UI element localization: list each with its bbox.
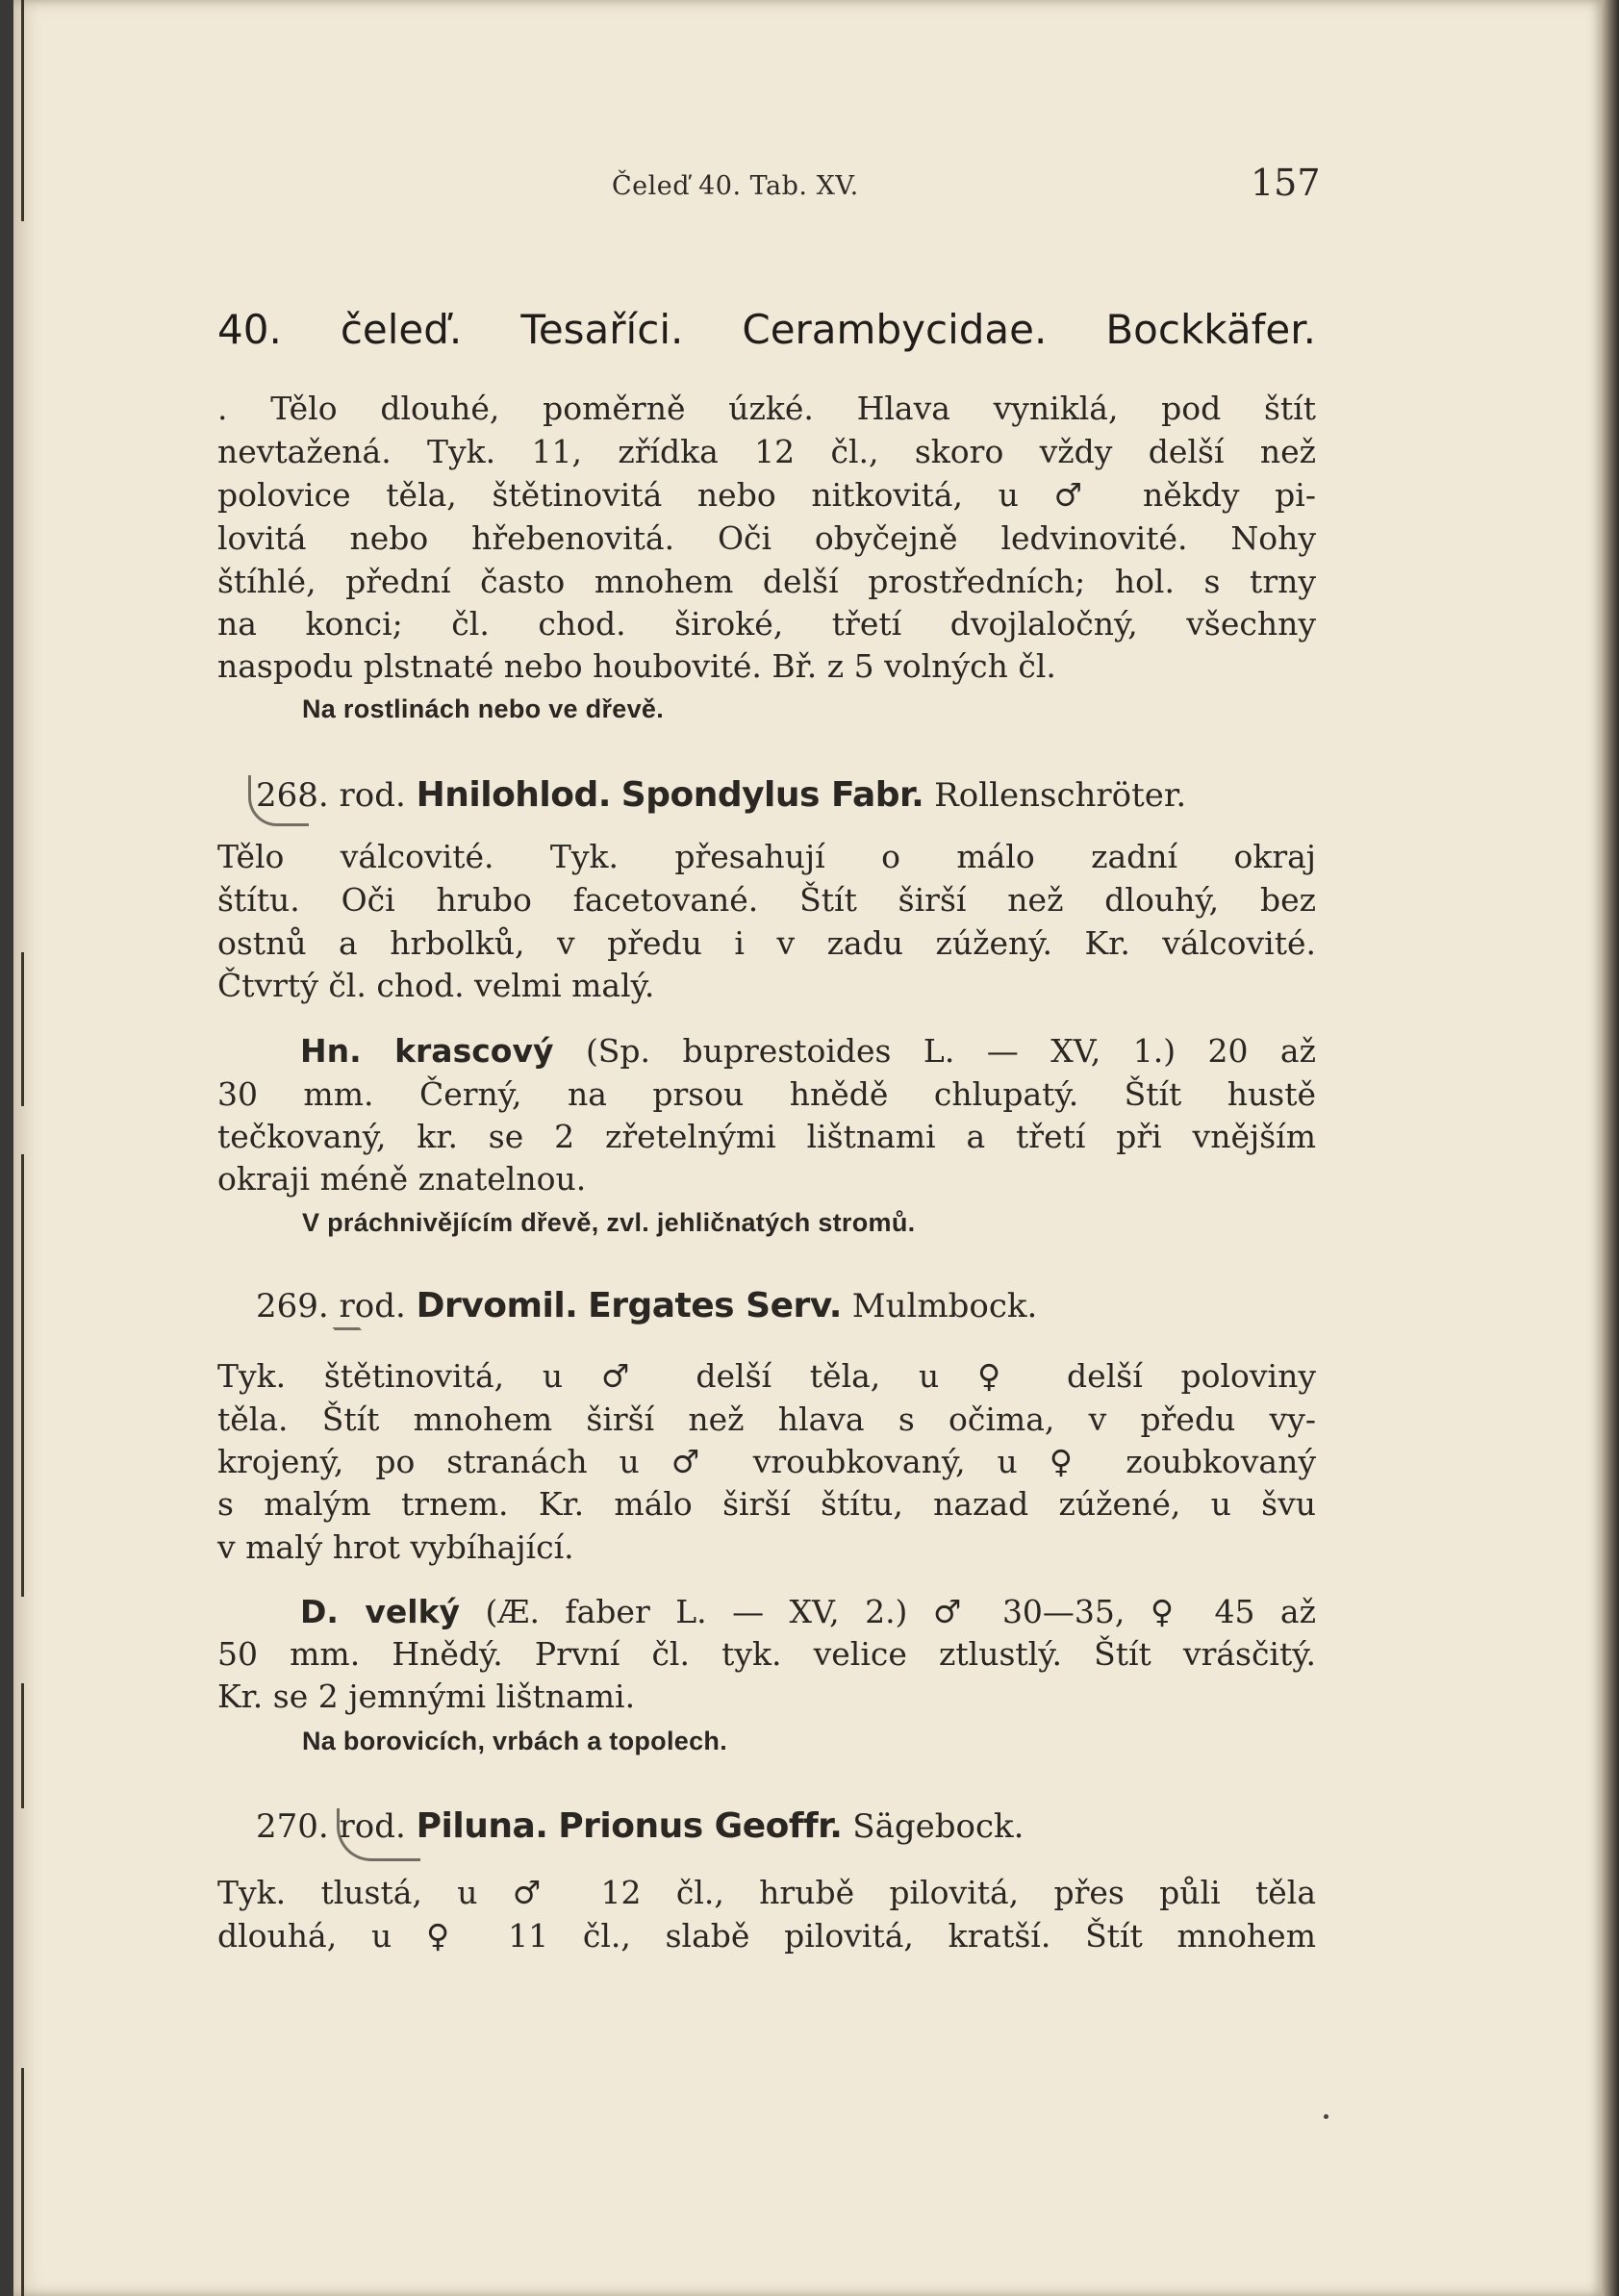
text-line: lovitá nebo hřebenovitá. Oči obyčejně ledvinovité. Nohy <box>217 519 1316 557</box>
species-name: Hn. krascový <box>300 1032 554 1070</box>
page-number: 157 <box>1251 162 1321 204</box>
binding-mark <box>21 1154 24 1597</box>
text-line: Tělo válcovité. Tyk. přesahují o málo zadní okraj <box>217 838 1316 875</box>
binding-mark <box>21 952 24 1106</box>
species-first-line <box>217 1593 1316 1631</box>
text-line: dlouhá, u ♀ 11 čl., slabě pilovitá, kratší. Štít mnohem <box>217 1917 1316 1955</box>
binding-mark <box>21 1683 24 1808</box>
genus-german-name: Mulmbock. <box>851 1287 1038 1325</box>
text-line: 30 mm. Černý, na prsou hnědě chlupatý. Štít hustě <box>217 1075 1316 1113</box>
binding-mark <box>21 2068 24 2296</box>
text-line: štíhlé, přední často mnohem delší prostředních; hol. s trny <box>217 563 1316 600</box>
genus-german-name: Rollenschröter. <box>934 776 1187 815</box>
species-first-line <box>217 1032 1316 1071</box>
text-line: štítu. Oči hrubo facetované. Štít širší než dlouhý, bez <box>217 881 1316 919</box>
text-line: polovice těla, štětinovitá nebo nitkovitá, u ♂ někdy pi- <box>217 476 1316 514</box>
text-line: tečkovaný, kr. se 2 zřetelnými lištnami a třetí při vnějším <box>217 1118 1316 1155</box>
genus-heading <box>256 1286 1037 1325</box>
species-synonym: (Sp. buprestoides L. — XV, 1.) 20 až <box>585 1032 1316 1070</box>
species-name: D. velký <box>300 1593 461 1630</box>
text-line: . Tělo dlouhé, poměrně úzké. Hlava vyniklá, pod štít <box>217 390 1316 427</box>
text-line: Tyk. tlustá, u ♂ 12 čl., hrubě pilovitá, přes půli těla <box>217 1874 1316 1911</box>
text-line: Tyk. štětinovitá, u ♂ delší těla, u ♀ delší poloviny <box>217 1357 1316 1395</box>
binding-mark <box>21 0 24 221</box>
genus-czech-name: Hnilohlod. <box>416 775 611 815</box>
text-line: Kr. se 2 jemnými lištnami. <box>217 1678 636 1715</box>
running-head: Čeleď 40. Tab. XV. <box>612 171 859 201</box>
genus-latin-name: Spondylus Fabr. <box>620 775 924 815</box>
genus-german-name: Sägebock. <box>852 1807 1025 1846</box>
pencil-mark <box>248 775 309 826</box>
text-line: ostnů a hrbolků, v předu i v zadu zúžený. Kr. válcovité. <box>217 924 1316 962</box>
text-line: s malým trnem. Kr. málo širší štítu, nazad zúžené, u švu <box>217 1485 1316 1523</box>
genus-number: 268. rod. <box>256 776 406 815</box>
genus-czech-name: Piluna. <box>416 1806 548 1846</box>
page-speck <box>1324 2114 1328 2119</box>
family-heading: 40. čeleď. Tesaříci. Cerambycidae. Bockkäfer. <box>217 306 1316 353</box>
pencil-mark <box>337 1808 420 1861</box>
text-line: na konci; čl. chod. široké, třetí dvojlaločný, všechny <box>217 605 1316 643</box>
text-line: nevtažená. Tyk. 11, zřídka 12 čl., skoro vždy delší než <box>217 433 1316 470</box>
genus-latin-name: Prionus Geoffr. <box>558 1806 843 1846</box>
genus-latin-name: Ergates Serv. <box>588 1286 842 1325</box>
page-edge <box>1602 0 1619 2296</box>
text-line: těla. Štít mnohem širší než hlava s očima, v předu vy- <box>217 1400 1316 1438</box>
genus-heading <box>256 775 1186 815</box>
text-line: Čtvrtý čl. chod. velmi malý. <box>217 967 655 1004</box>
habitat-note: Na rostlinách nebo ve dřevě. <box>302 694 665 723</box>
habitat-note: Na borovicích, vrbách a topolech. <box>302 1727 728 1755</box>
species-synonym: (Æ. faber L. — XV, 2.) ♂ 30—35, ♀ 45 až <box>485 1593 1316 1630</box>
habitat-note: V práchnivějícím dřevě, zvl. jehličnatých stromů. <box>302 1208 916 1237</box>
genus-number: 269. rod. <box>256 1287 406 1325</box>
text-line: v malý hrot vybíhající. <box>217 1528 574 1566</box>
text-line: okraji méně znatelnou. <box>217 1160 587 1198</box>
text-line: 50 mm. Hnědý. První čl. tyk. velice ztlustlý. Štít vrásčitý. <box>217 1635 1316 1673</box>
text-line: krojený, po stranách u ♂ vroubkovaný, u ♀ zoubkovaný <box>217 1443 1316 1480</box>
genus-czech-name: Drvomil. <box>416 1286 578 1325</box>
text-line: naspodu plstnaté nebo houbovité. Bř. z 5 volných čl. <box>217 647 1056 685</box>
genus-number: 270. rod. <box>256 1807 406 1846</box>
